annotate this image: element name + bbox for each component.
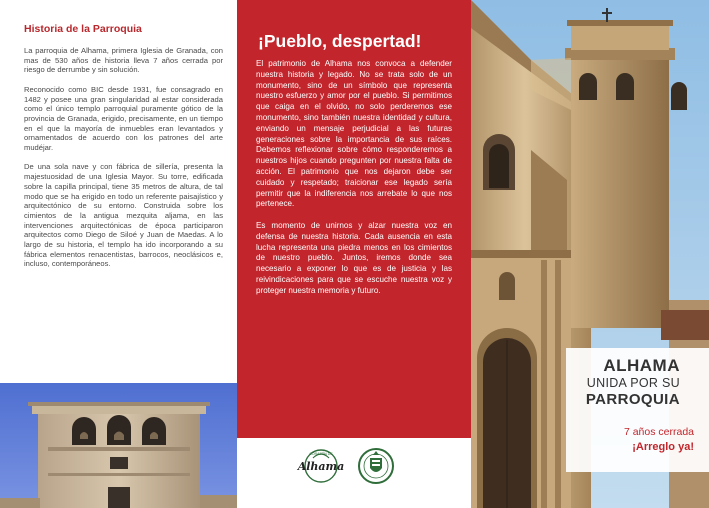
campaign-line-parroquia: PARROQUIA bbox=[585, 391, 680, 408]
appeal-text bbox=[256, 59, 452, 307]
history-paragraph-3: De una sola nave y con fábrica de sillería, presenta la majestuosidad de una Iglesia Mayor. Su torre, edificada sobre la capilla principal, tiene 35 metros de altura, de tal modo que se ha erigido en todo un referente paisajístico y arquitectónico de su entorno. Construida sobre los cimientos de la antigua mezquita aljama, en las intervenciones arquitectónicas de época participaron arquitectos como Diego de Siloé y Juan de Maedas. A lo largo de su historia, el templo ha ido incorporando a su fábrica elementos renacentistas, barrocos, neoclásicos e, incluso, contemporáneos. bbox=[24, 162, 223, 269]
campaign-line-fix-now: ¡Arreglo ya! bbox=[632, 441, 694, 453]
logos-area bbox=[237, 438, 471, 508]
appeal-paragraph-2: Es momento de unirnos y alzar nuestra voz en defensa de nuestra historia. Cada ausencia en esta lucha representa una piedra menos en los cimientos de nuestro pueblo. Juntos, iremos donde sea necesario a exponer lo que es de justicia y las reivindicaciones para que se escuche nuestra voz y proteger nuestra memoria y futuro. bbox=[256, 220, 452, 295]
campaign-line-years-closed: 7 años cerrada bbox=[623, 426, 694, 438]
alhama-logo-text: Alhama bbox=[297, 460, 345, 473]
bell-tower-illustration bbox=[0, 383, 237, 508]
campaign-label bbox=[566, 348, 709, 472]
campaign-line-alhama: ALHAMA bbox=[603, 356, 680, 375]
alhama-logo-small: CORAZÓN DE bbox=[309, 452, 333, 456]
history-text bbox=[24, 46, 223, 279]
appeal-title: ¡Pueblo, despertad! bbox=[258, 31, 422, 51]
church-photo-panel bbox=[471, 0, 709, 508]
campaign-line-unida: UNIDA POR SU bbox=[586, 376, 680, 390]
history-panel bbox=[0, 0, 237, 508]
appeal-panel bbox=[237, 0, 471, 508]
appeal-paragraph-1: El patrimonio de Alhama nos convoca a defender nuestra historia y legado. No se trata solo de un monumento, sino de un símbolo que representa nuestro esfuerzo y amor por el pueblo. Si permitimos que caiga en el olvido, no solo perderemos ese monumento, sino también nuestra identidad y cultura, enviando un mensaje perjudicial a las futuras generaciones sobre la importancia de sus raíces. Debemos reflexionar sobre cómo responderemos a nuestros hijos cuando pregunten por nuestra falta de acción. El patrimonio que nos dejaron debe ser cuidado y respetado; traicionar ese legado sería permitir que la indiferencia nos arrebate lo que nos pertenece. bbox=[256, 59, 452, 209]
history-paragraph-2: Reconocido como BIC desde 1931, fue consagrado en 1482 y posee una gran singularidad al estar considerada como el único templo parroquial puramente gótico de la provincia de Granada, erigido, precisamente, en un tiempo en el que la mayoría de inmuebles eran levantados y ornamentados de acuerdo con los patrones del arte mudéjar. bbox=[24, 84, 223, 153]
logos-illustration bbox=[237, 438, 471, 508]
bell-tower-photo bbox=[0, 383, 237, 508]
history-title: Historia de la Parroquia bbox=[24, 23, 142, 35]
alhama-logo bbox=[297, 450, 345, 482]
association-seal bbox=[359, 449, 393, 483]
history-paragraph-1: La parroquia de Alhama, primera Iglesia de Granada, con mas de 530 años de historia lleva 7 años cerrada por riesgo de derrumbe y sin solución. bbox=[24, 46, 223, 75]
